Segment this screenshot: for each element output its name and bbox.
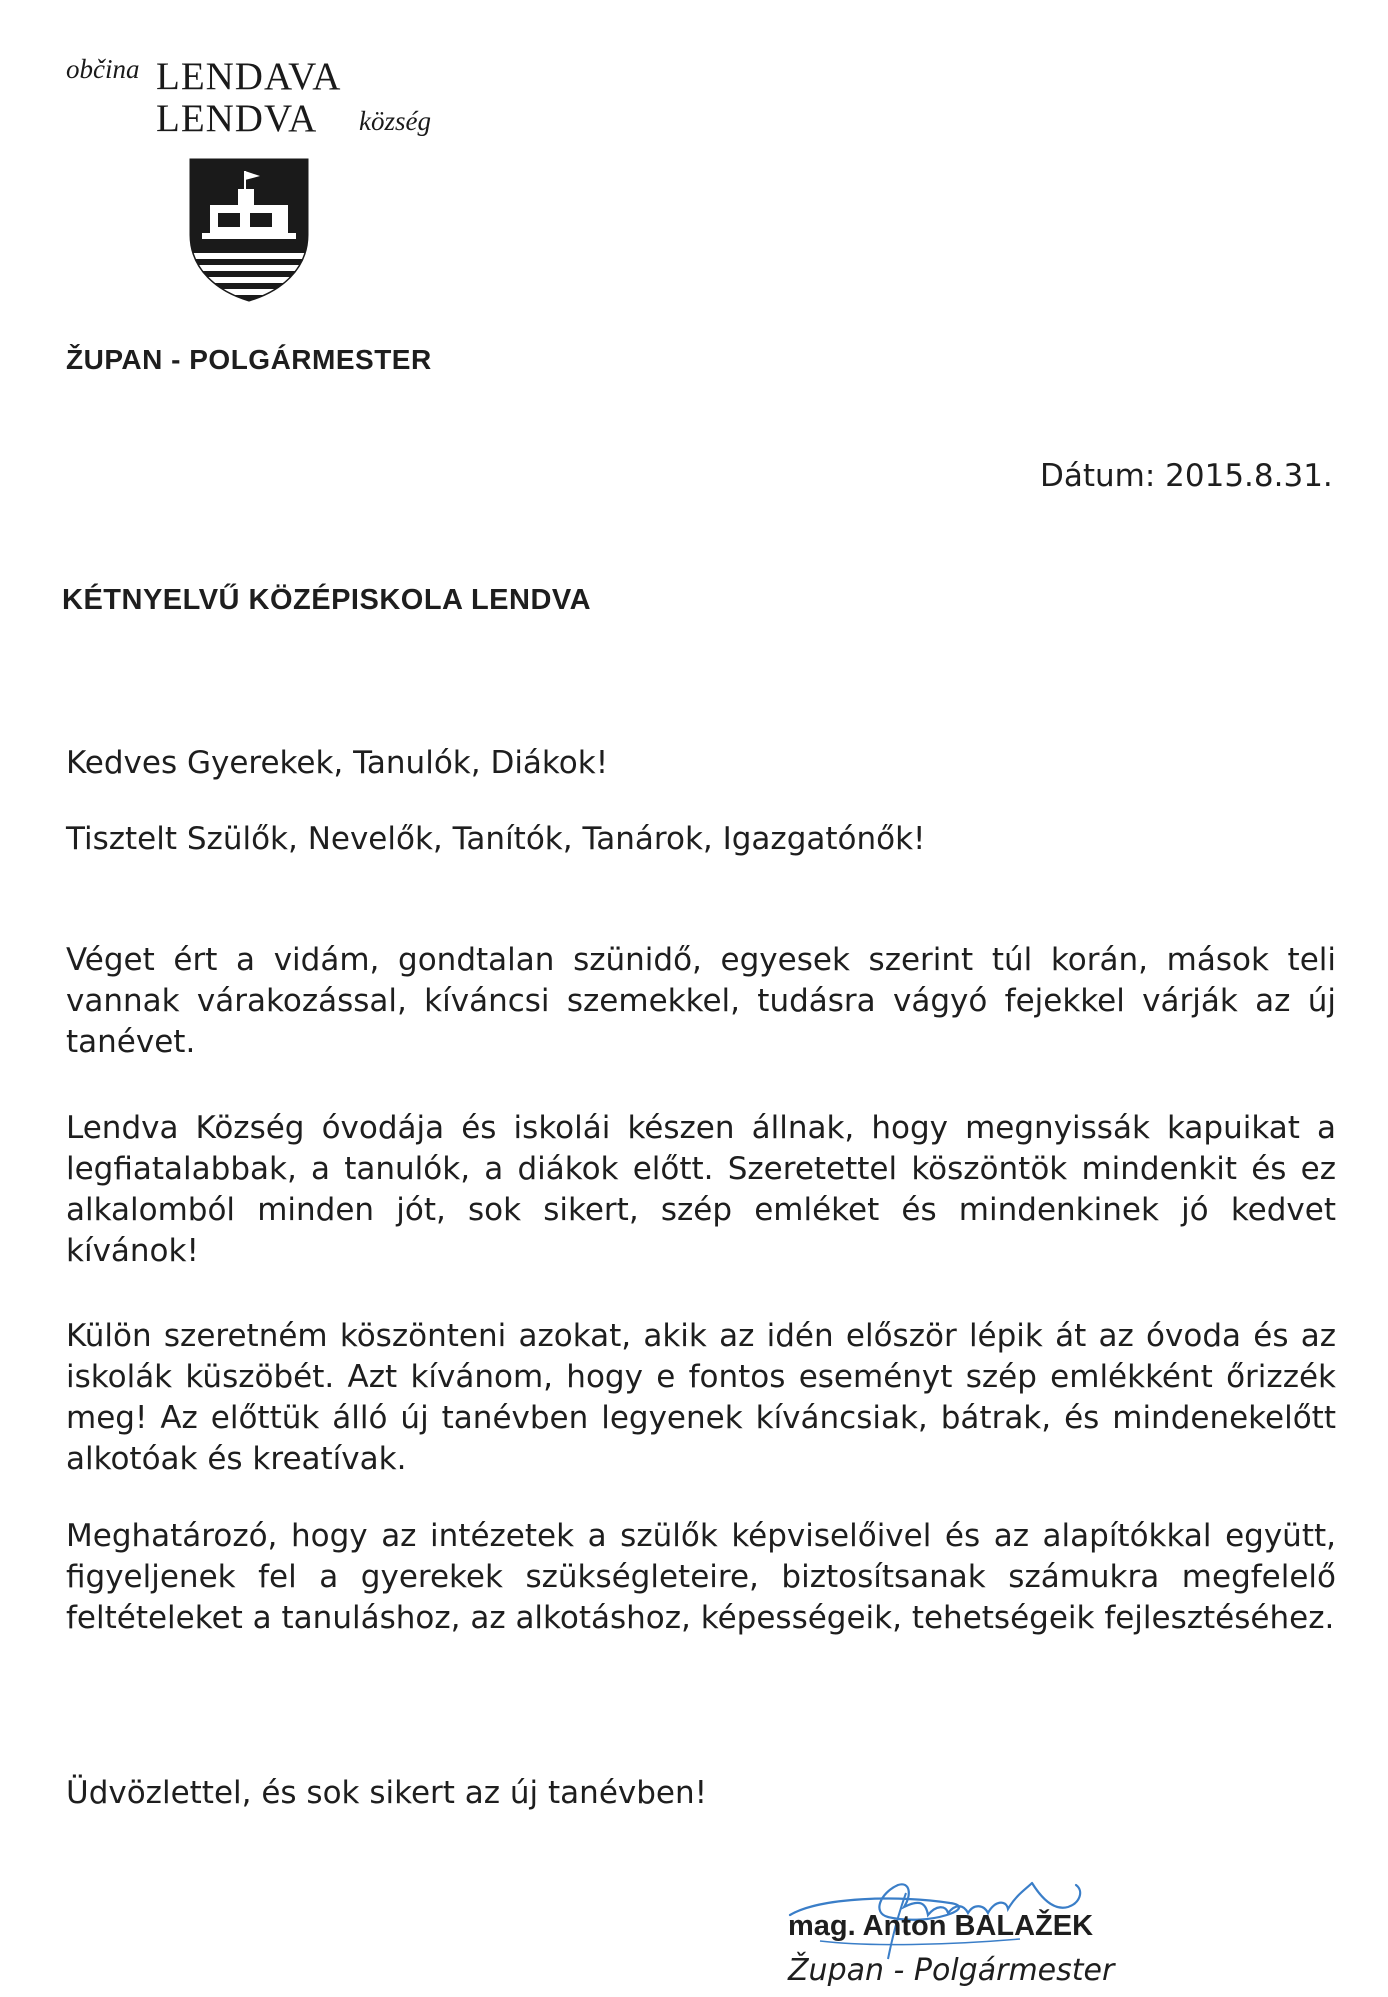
body-paragraph: Meghatározó, hogy az intézetek a szülők képviselőivel és az alapítókkal együtt, figyeljenek fel a gyerekek szükségleteire, biztosítsanak számukra megfelelő feltételeket a tanuláshoz, az alkotáshoz, képességeik, tehetségeik fejlesztéséhez. bbox=[66, 1518, 1336, 1636]
letterhead bbox=[66, 50, 466, 150]
salutation: Tisztelt Szülők, Nevelők, Tanítók, Tanárok, Igazgatónők! bbox=[66, 821, 926, 857]
body-paragraph: Véget ért a vidám, gondtalan szünidő, egyesek szerint túl korán, mások teli vannak várakozással, kíváncsi szemekkel, tudásra vágyó fejekkel várják az új tanévet. bbox=[66, 942, 1336, 1060]
body-paragraph: Lendva Község óvodája és iskolái készen állnak, hogy megnyissák kapuikat a legfiatalabbak, a tanulók, a diákok előtt. Szeretettel köszöntök mindenkit és ez alkalomból minden jót, sok sikert, szép emléket és mindenkinek jó kedvet kívánok! bbox=[66, 1110, 1336, 1269]
letter-date: Dátum: 2015.8.31. bbox=[1040, 458, 1333, 494]
recipient: KÉTNYELVŰ KÖZÉPISKOLA LENDVA bbox=[62, 584, 592, 616]
municipal-coat-of-arms-icon bbox=[188, 157, 310, 303]
office-title: ŽUPAN - POLGÁRMESTER bbox=[66, 344, 432, 375]
closing-line: Üdvözlettel, és sok sikert az új tanévben! bbox=[66, 1775, 708, 1811]
signer-name: mag. Anton BALAŽEK bbox=[788, 1910, 1094, 1942]
letterhead-lendava: LENDAVA bbox=[156, 55, 342, 98]
letterhead-obcina: občina bbox=[66, 54, 140, 84]
signer-title: Župan - Polgármester bbox=[788, 1953, 1115, 1988]
letterhead-kozseg: község bbox=[359, 106, 431, 136]
salutation: Kedves Gyerekek, Tanulók, Diákok! bbox=[66, 745, 609, 781]
body-paragraph: Külön szeretném köszönteni azokat, akik az idén először lépik át az óvoda és az iskolák küszöbét. Azt kívánom, hogy e fontos eseményt szép emlékként őrizzék meg! Az előttük álló új tanévben legyenek kíváncsiak, bátrak, és mindenekelőtt alkotóak és kreatívak. bbox=[66, 1318, 1336, 1477]
letterhead-lendva: LENDVA bbox=[156, 97, 318, 140]
